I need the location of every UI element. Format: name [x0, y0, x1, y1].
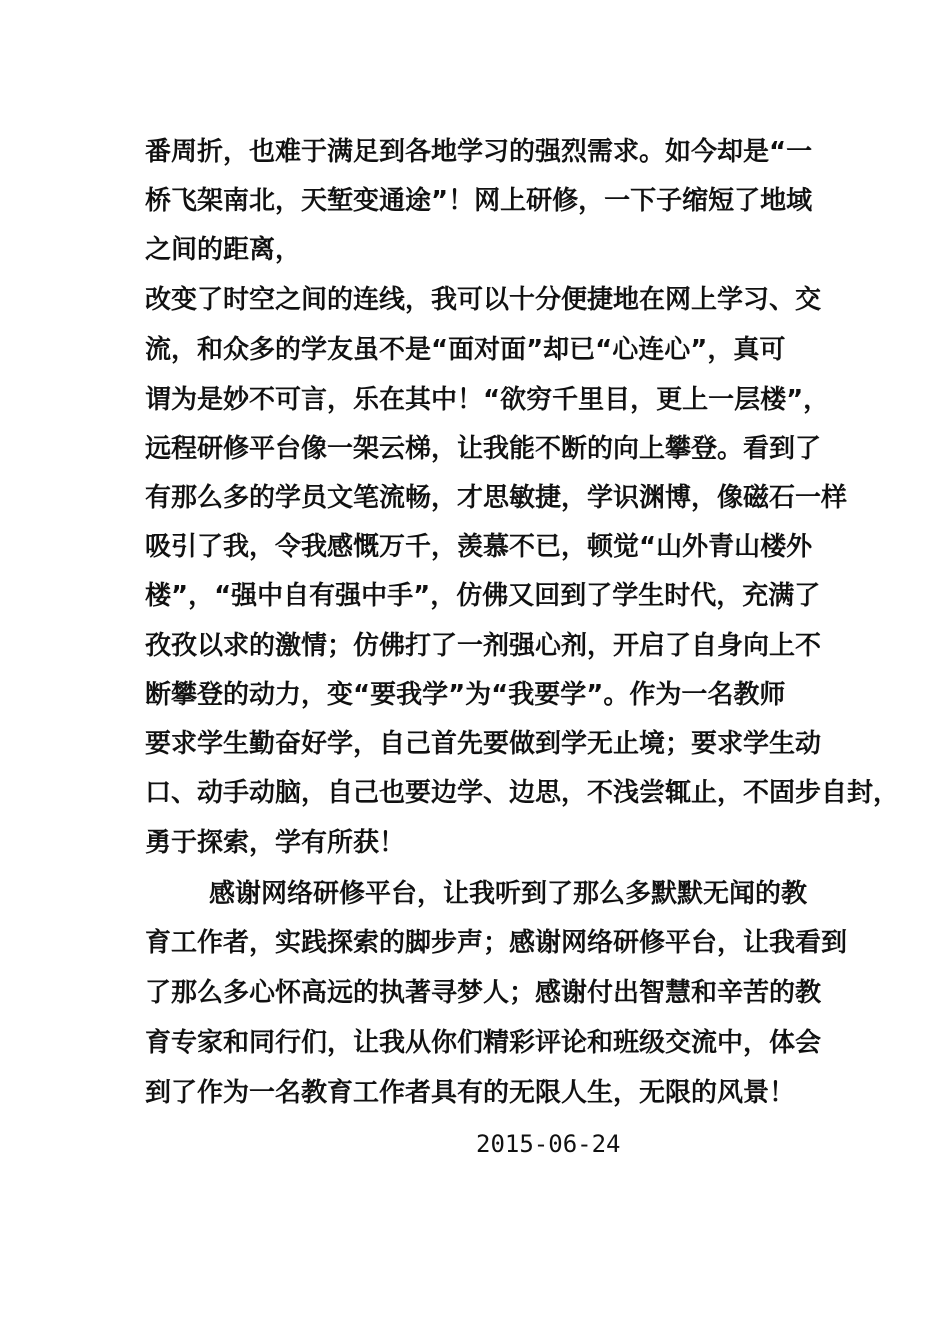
body-text-line: 改变了时空之间的连线，我可以十分便捷地在网上学习、交 — [145, 285, 822, 315]
body-text-line: 口、动手动脑，自己也要边学、边思，不浅尝辄止，不固步自封， — [145, 778, 900, 808]
body-text-line: 到了作为一名教育工作者具有的无限人生，无限的风景！ — [145, 1078, 796, 1108]
body-text-line: 楼”，“强中自有强中手”，仿佛又回到了学生时代，充满了 — [145, 581, 821, 611]
body-text-line: 断攀登的动力，变“要我学”为“我要学”。作为一名教师 — [145, 680, 786, 710]
body-text-line: 吸引了我，令我感慨万千，羡慕不已，顿觉“山外青山楼外 — [145, 532, 813, 562]
body-text-line: 有那么多的学员文笔流畅，才思敏捷，学识渊博，像磁石一样 — [145, 483, 848, 513]
body-text-line: 孜孜以求的激情；仿佛打了一剂强心剂，开启了自身向上不 — [145, 631, 822, 661]
body-text-line: 远程研修平台像一架云梯，让我能不断的向上攀登。看到了 — [145, 434, 822, 464]
body-text-line: 之间的距离， — [145, 235, 302, 265]
body-text-line: 谓为是妙不可言，乐在其中！“欲穷千里目，更上一层楼”， — [145, 385, 830, 415]
document-date: 2015-06-24 — [476, 1130, 621, 1158]
body-text-line: 育工作者，实践探索的脚步声；感谢网络研修平台，让我看到 — [145, 928, 848, 958]
body-text-line: 勇于探索，学有所获！ — [145, 828, 406, 858]
body-text-line: 了那么多心怀高远的执著寻梦人；感谢付出智慧和辛苦的教 — [145, 978, 822, 1008]
body-text-line: 桥飞架南北，天堑变通途”！网上研修，一下子缩短了地域 — [145, 186, 813, 216]
body-text-line: 番周折，也难于满足到各地学习的强烈需求。如今却是“一 — [145, 137, 813, 167]
body-text-line: 育专家和同行们，让我从你们精彩评论和班级交流中，体会 — [145, 1028, 822, 1058]
body-text-line: 流，和众多的学友虽不是“面对面”却已“心连心”，真可 — [145, 335, 786, 365]
body-text-line: 要求学生勤奋好学，自己首先要做到学无止境；要求学生动 — [145, 729, 822, 759]
body-text-line: 感谢网络研修平台，让我听到了那么多默默无闻的教 — [209, 879, 808, 909]
